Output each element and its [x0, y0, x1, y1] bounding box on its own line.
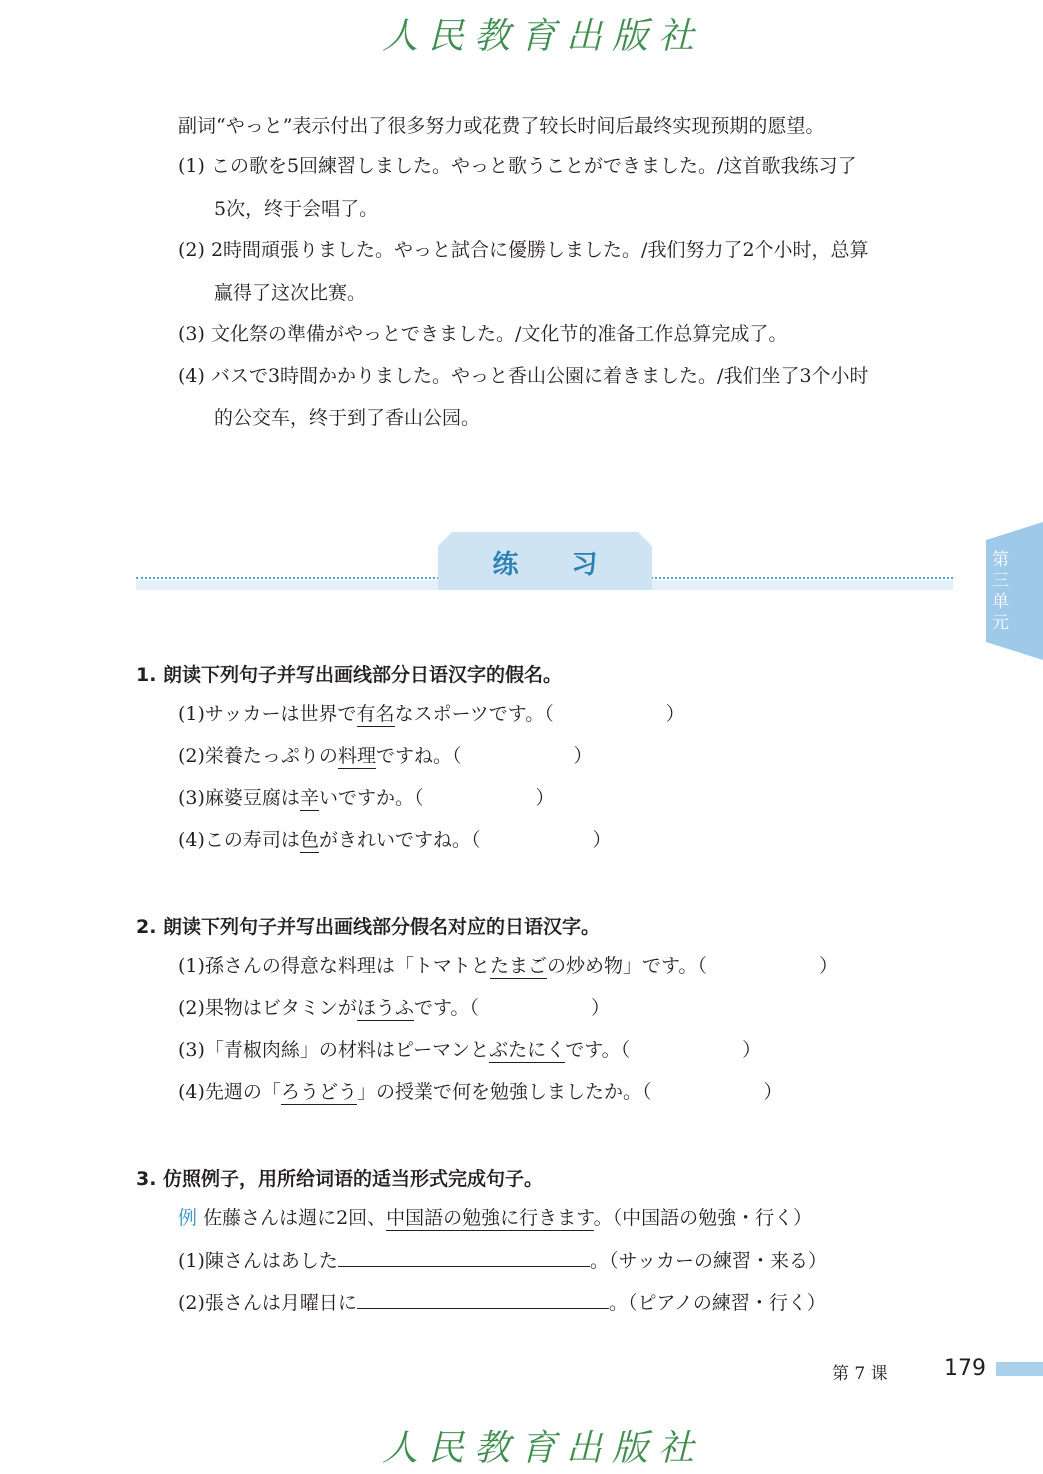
- item-text: いですか。（: [318, 787, 424, 809]
- example-continuation: 赢得了这次比赛。: [214, 282, 367, 304]
- close-paren: ）: [742, 1039, 762, 1061]
- exercise-2-heading: 2. 朗读下列句子并写出画线部分假名对应的日语汉字。: [136, 916, 601, 938]
- close-paren: ）: [818, 955, 838, 977]
- item-text: この寿司は: [204, 829, 300, 851]
- item-number: (1): [178, 1250, 205, 1272]
- close-paren: ）: [763, 1081, 783, 1103]
- example-text: 。（中国語の勉強・行く）: [593, 1207, 813, 1229]
- example-continuation: 5次，终于会唱了。: [214, 198, 379, 220]
- item-text: 。（サッカーの練習・来る）: [589, 1250, 828, 1272]
- item-number: (4): [178, 829, 205, 851]
- grammar-example: [178, 364, 869, 388]
- close-paren: ）: [592, 829, 612, 851]
- item-text: 陳さんはあした: [204, 1250, 338, 1272]
- item-text: 「青椒肉絲」の材料はピーマンと: [204, 1039, 490, 1061]
- item-number: (2): [178, 745, 205, 767]
- item-text: 麻婆豆腐は: [204, 787, 300, 809]
- answer-line[interactable]: [338, 1248, 590, 1267]
- item-text: 。（ピアノの練習・行く）: [608, 1292, 826, 1314]
- example-text: 佐藤さんは週に2回、: [203, 1207, 387, 1229]
- exercise-2-item: [178, 1080, 782, 1104]
- item-text: なスポーツです。（: [394, 703, 554, 725]
- example-text: この歌を5回練習しました。やっと歌うことができました。/这首歌我练习了: [210, 155, 857, 177]
- example-text: バスで3時間かかりました。やっと香山公園に着きました。/我们坐了3个小时: [210, 365, 869, 387]
- underlined-text: 色: [299, 829, 319, 851]
- exercise-2-item: [178, 954, 838, 978]
- item-text: の炒め物」です。（: [546, 955, 707, 977]
- exercise-1-item: [178, 828, 611, 852]
- grammar-example: [178, 238, 869, 262]
- underlined-text: 中国語の勉強に行きます: [386, 1207, 594, 1229]
- item-text: 張さんは月曜日に: [204, 1292, 357, 1314]
- underlined-text: 有名: [356, 703, 395, 725]
- example-label: 例: [178, 1207, 198, 1229]
- item-number: (2): [178, 1292, 205, 1314]
- exercise-1-item: [178, 702, 685, 726]
- item-number: (2): [178, 997, 205, 1019]
- example-number: (4): [178, 365, 205, 387]
- item-text: です。（: [413, 997, 479, 1019]
- close-paren: ）: [590, 997, 610, 1019]
- example-number: (1): [178, 155, 205, 177]
- exercise-3-heading: 3. 仿照例子，用所给词语的适当形式完成句子。: [136, 1168, 544, 1190]
- item-text: 先週の「: [204, 1081, 281, 1103]
- close-paren: ）: [573, 745, 593, 767]
- item-text: 」の授業で何を勉強しましたか。（: [356, 1081, 652, 1103]
- close-paren: ）: [535, 787, 555, 809]
- exercise-3-item: [178, 1248, 827, 1273]
- example-text: 文化祭の準備がやっとできました。/文化节的准备工作总算完成了。: [210, 323, 788, 345]
- underlined-text: たまご: [489, 955, 547, 977]
- publisher-logo-bottom: 人民教育出版社: [382, 1428, 705, 1469]
- footer-accent-bar: [996, 1362, 1043, 1376]
- item-text: ですね。（: [375, 745, 462, 767]
- example-text: 2時間頑張りました。やっと試合に優勝しました。/我们努力了2个小时，总算: [210, 239, 869, 261]
- exercise-2-item: [178, 996, 610, 1020]
- section-divider-left: [136, 577, 439, 579]
- item-text: サッカーは世界で: [204, 703, 357, 725]
- close-paren: ）: [665, 703, 685, 725]
- footer-lesson: 第 7 课: [832, 1364, 888, 1384]
- example-number: (3): [178, 323, 205, 345]
- grammar-example: [178, 322, 787, 346]
- exercise-3-item: [178, 1290, 826, 1315]
- item-text: 果物はビタミンが: [204, 997, 357, 1019]
- exercise-1-item: [178, 744, 592, 768]
- section-title: 练 习: [492, 550, 620, 580]
- exercise-1-heading: 1. 朗读下列句子并写出画线部分日语汉字的假名。: [136, 664, 563, 686]
- exercise-3-example: [178, 1206, 812, 1230]
- page-number: 179: [944, 1356, 986, 1381]
- item-text: がきれいですね。（: [318, 829, 481, 851]
- section-divider-right: [651, 577, 953, 579]
- grammar-example: [178, 154, 856, 178]
- example-number: (2): [178, 239, 205, 261]
- item-number: (1): [178, 955, 205, 977]
- item-text: 栄養たっぷりの: [204, 745, 338, 767]
- publisher-logo-top: 人民教育出版社: [382, 16, 705, 57]
- item-number: (3): [178, 787, 205, 809]
- answer-line[interactable]: [357, 1290, 609, 1309]
- exercise-1-item: [178, 786, 554, 810]
- side-tab-label: 第三单元: [992, 550, 1009, 633]
- exercise-2-item: [178, 1038, 761, 1062]
- underlined-text: ぶたにく: [489, 1039, 566, 1061]
- underlined-text: ほうふ: [356, 997, 414, 1019]
- underlined-text: 辛: [299, 787, 319, 809]
- grammar-intro: 副词“やっと”表示付出了很多努力或花费了较长时间后最终实现预期的愿望。: [178, 115, 825, 137]
- underlined-text: ろうどう: [280, 1081, 357, 1103]
- underlined-text: 料理: [337, 745, 376, 767]
- example-continuation: 的公交车，终于到了香山公园。: [214, 407, 481, 429]
- item-number: (1): [178, 703, 205, 725]
- item-number: (3): [178, 1039, 205, 1061]
- item-text: です。（: [565, 1039, 631, 1061]
- item-text: 孫さんの得意な料理は「トマトと: [204, 955, 490, 977]
- item-number: (4): [178, 1081, 205, 1103]
